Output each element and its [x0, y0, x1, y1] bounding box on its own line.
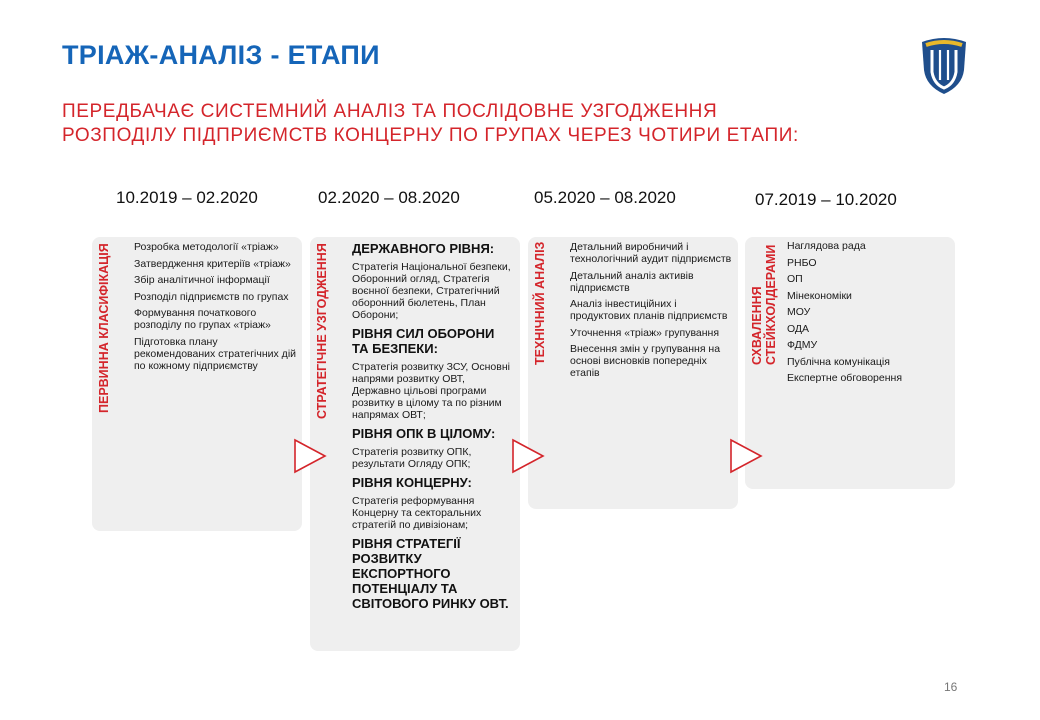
list-item: ОДА: [787, 322, 810, 335]
stage-4-items: [787, 240, 949, 389]
stage-2-date: 02.2020 – 08.2020: [318, 188, 460, 207]
page-number: 16: [944, 680, 958, 694]
page-title: ТРІАЖ-АНАЛІЗ - ЕТАПИ: [62, 40, 380, 70]
list-item: Затвердження критеріїв «тріаж»: [134, 257, 291, 270]
block-text: Стратегія розвитку ЗСУ, Основні напрями розвитку ОВТ, Державно цільові програми розвитку в цілому та по різним напрямах ОВТ;: [352, 361, 510, 421]
list-item: ОП: [787, 273, 803, 285]
stage-1-date: 10.2019 – 02.2020: [116, 188, 258, 207]
stage-3-date: 05.2020 – 08.2020: [534, 188, 676, 207]
stage-1-label: ПЕРВИННА КЛАСИФІКАЦІЯ: [97, 243, 111, 413]
list-item: Детальний виробничий і технологічний аудит підприємств: [570, 241, 732, 265]
block-heading: РІВНЯ СИЛ ОБОРОНИ ТА БЕЗПЕКИ:: [352, 326, 495, 356]
list-item: Внесення змін у групування на основі висновків попередніх етапів: [570, 343, 721, 379]
stage-2-card: [310, 237, 520, 651]
block-heading: РІВНЯ ОПК В ЦІЛОМУ:: [352, 426, 496, 441]
list-item: Розробка методології «тріаж»: [134, 241, 279, 253]
list-item: Уточнення «тріаж» групування: [570, 326, 720, 339]
block-heading: РІВНЯ КОНЦЕРНУ:: [352, 475, 472, 490]
stage-4-label: [750, 245, 778, 365]
list-item: Детальний аналіз активів підприємств: [570, 269, 694, 294]
arrow-right-icon: [510, 438, 546, 474]
stage-3-items: [570, 241, 732, 384]
stage-4-label-line-1: СХВАЛЕННЯ: [750, 286, 764, 365]
list-item: Публічна комунікація: [787, 355, 890, 368]
stage-1-card: [92, 237, 302, 531]
stage-3-label: ТЕХНІЧНИЙ АНАЛІЗ: [533, 241, 547, 365]
arrow-right-icon: [728, 438, 764, 474]
list-item: Підготовка плану рекомендованих стратегічних дій по кожному підприємству: [134, 335, 297, 372]
list-item: Збір аналітичної інформації: [134, 274, 270, 286]
list-item: Наглядова рада: [787, 240, 866, 252]
subtitle: [62, 100, 799, 148]
stage-2-items: [352, 239, 512, 616]
block-heading: ДЕРЖАВНОГО РІВНЯ:: [352, 241, 495, 256]
list-item: МОУ: [787, 306, 811, 318]
stage-4-label-line-2: СТЕЙКХОЛДЕРАМИ: [764, 244, 778, 365]
list-item: Формування початкового розподілу по групах «тріаж»: [134, 307, 271, 331]
block-text: Стратегія Національної безпеки, Оборонний огляд, Стратегія воєнної безпеки, Стратегічний оборонний бюлетень, План Оборони;: [352, 261, 511, 321]
stage-4-card: [745, 237, 955, 489]
stage-4-date: 07.2019 – 10.2020: [755, 190, 897, 209]
list-item: Експертне обговорення: [787, 372, 903, 384]
subtitle-line-2: РОЗПОДІЛУ ПІДПРИЄМСТВ КОНЦЕРНУ ПО ГРУПАХ ЧЕРЕЗ ЧОТИРИ ЕТАПИ:: [62, 125, 799, 146]
list-item: Мінекономіки: [787, 289, 852, 302]
arrow-right-icon: [292, 438, 328, 474]
block-text: Стратегія реформування Концерну та секторальних стратегій по дивізіонам;: [352, 495, 482, 531]
stage-3-card: [528, 237, 738, 509]
list-item: Розподіл підприємств по групах: [134, 290, 289, 303]
list-item: ФДМУ: [787, 339, 818, 351]
block-heading: РІВНЯ СТРАТЕГІЇ РОЗВИТКУ ЕКСПОРТНОГО ПОТЕНЦІАЛУ ТА СВІТОВОГО РИНКУ ОВТ.: [352, 536, 509, 611]
block-text: Стратегія розвитку ОПК, результати Огляду ОПК;: [352, 446, 472, 470]
stage-1-items: [134, 241, 296, 376]
stage-2-label: СТРАТЕГІЧНЕ УЗГОДЖЕННЯ: [315, 243, 329, 419]
list-item: РНБО: [787, 256, 817, 269]
list-item: Аналіз інвестиційних і продуктових планів підприємств: [570, 298, 728, 322]
ukroboronprom-shield-icon: [918, 36, 970, 96]
subtitle-line-1: ПЕРЕДБАЧАЄ СИСТЕМНИЙ АНАЛІЗ ТА ПОСЛІДОВНЕ УЗГОДЖЕННЯ: [62, 101, 718, 122]
